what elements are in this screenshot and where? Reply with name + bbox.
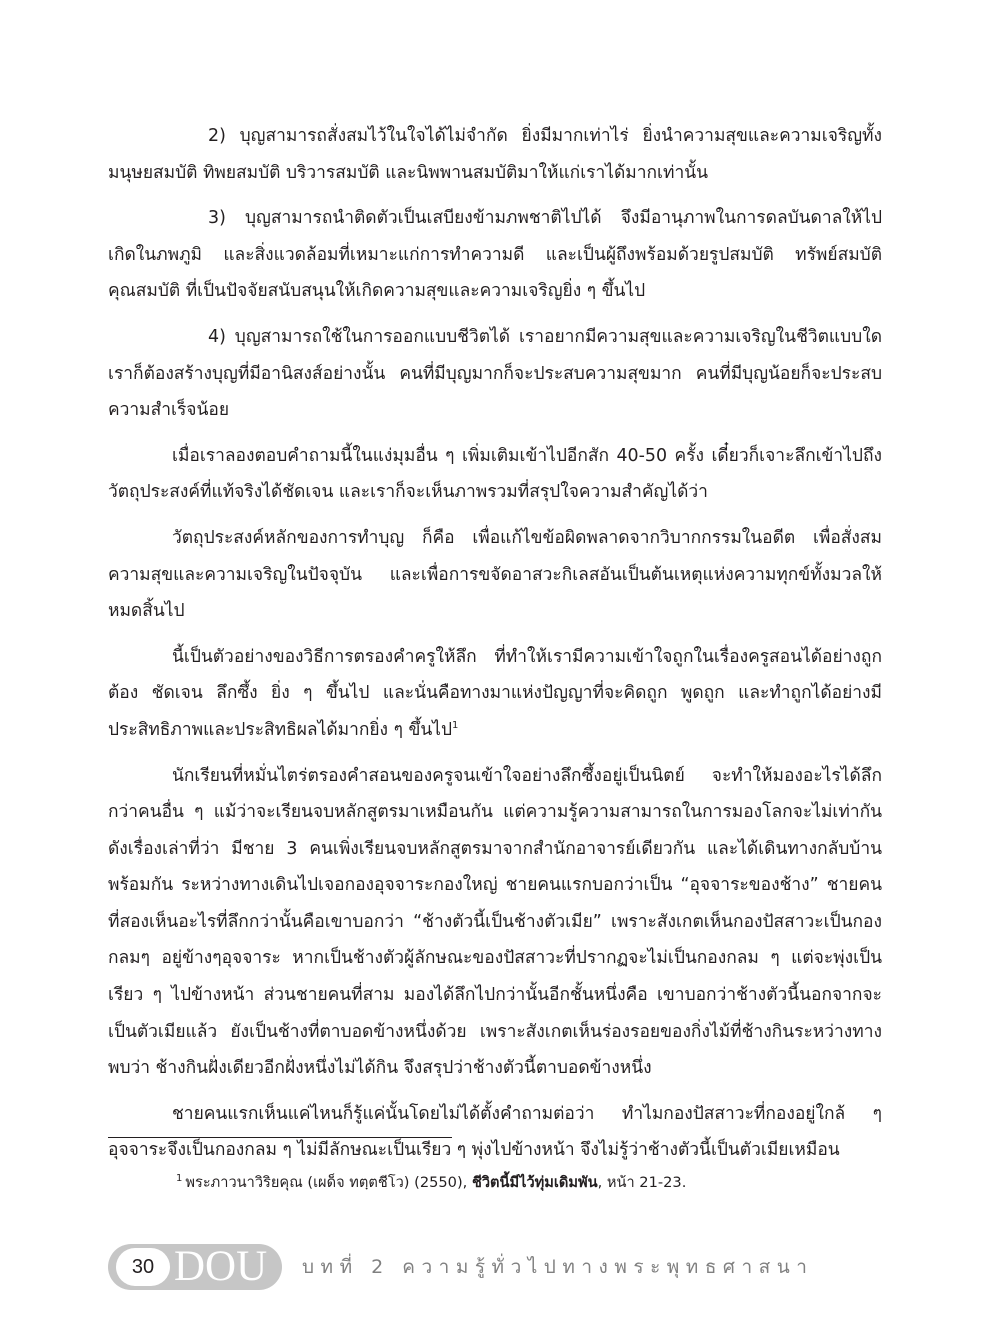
footnote — [176, 1172, 686, 1194]
footnote-number: 1 — [176, 1173, 183, 1185]
page-number: 30 — [116, 1248, 170, 1286]
paragraph-merit-point-3: 3) บุญสามารถนำติดตัวเป็นเสบียงข้ามภพชาติไปได้ จึงมีอานุภาพในการดลบันดาลให้ไปเกิดในภพภูมิ และสิ่งแวดล้อมที่เหมาะแก่การทำความดี และเป็นผู้ถึงพร้อมด้วยรูปสมบัติ ทรัพย์สมบัติ คุณสมบัติ ที่เป็นปัจจัยสนับสนุนให้เกิดความสุขและความเจริญยิ่ง ๆ ขึ้นไป — [108, 208, 882, 302]
footnote-pages: , หน้า 21-23. — [597, 1174, 687, 1191]
paragraph-first-man: ชายคนแรกเห็นแค่ไหนก็รู้แค่นั้นโดยไม่ได้ตั้งคำถามต่อว่า ทำไมกองปัสสาวะที่กองอยู่ใกล้ ๆ อุจจาระจึงเป็นกองกลม ๆ ไม่มีลักษณะเป็นเรียว ๆ พุ่งไปข้างหน้า จึงไม่รู้ว่าช้างตัวนี้เป็นตัวเมียเหมือน — [108, 1103, 882, 1161]
dou-logo: DOU — [174, 1243, 268, 1290]
chapter-title: บทที่ 2 ความรู้ทั่วไปทางพระพุทธศาสนา — [302, 1256, 814, 1278]
footnote-book-title: ชีวิตนี้มีไว้ทุ่มเดิมพัน — [471, 1174, 598, 1191]
paragraph-merit-point-2: 2) บุญสามารถสั่งสมไว้ในใจได้ไม่จำกัด ยิ่งมีมากเท่าไร่ ยิ่งนำความสุขและความเจริญทั้งมนุษยสมบัติ ทิพยสมบัติ บริวารสมบัติ และนิพพานสมบัติมาให้แก่เราได้มากเท่านั้น — [108, 126, 882, 183]
footnote-reference: 1 — [452, 720, 459, 732]
paragraph-elephant-story: นักเรียนที่หมั่นไตร่ตรองคำสอนของครูจนเข้าใจอย่างลึกซึ้งอยู่เป็นนิตย์ จะทำให้มองอะไรได้ลึกกว่าคนอื่น ๆ แม้ว่าจะเรียนจบหลักสูตรมาเหมือนกัน แต่ความรู้ความสามารถในการมองโลกจะไม่เท่ากัน ดังเรื่องเล่าที่ว่า มีชาย 3 คนเพิ่งเรียนจบหลักสูตรมาจากสำนักอาจารย์เดียวกัน และได้เดินทางกลับบ้านพร้อมกัน ระหว่างทางเดินไปเจอกองอุจจาระกองใหญ่ ชายคนแรกบอกว่าเป็น “อุจจาระของช้าง” ชายคนที่สองเห็นอะไรที่ลึกกว่านั้นคือเขาบอกว่า “ช้างตัวนี้เป็นช้างตัวเมีย” เพราะสังเกตเห็นกองปัสสาวะเป็นกองกลมๆ อยู่ข้างๆอุจจาระ หากเป็นช้างตัวผู้ลักษณะของปัสสาวะที่ปรากฏจะไม่เป็นกองกลม ๆ แต่จะพุ่งเป็นเรียว ๆ ไปข้างหน้า ส่วนชายคนที่สาม มองได้ลึกไปกว่านั้นอีกชั้นหนึ่งคือ เขาบอกว่าช้างตัวนี้นอกจากจะเป็นตัวเมียแล้ว ยังเป็นช้างที่ตาบอดข้างหนึ่งด้วย เพราะสังเกตเห็นร่องรอยของกิ่งไม้ที่ช้างกินระหว่างทางพบว่า ช้างกินฝั่งเดียวอีกฝั่งหนึ่งไม่ได้กิน จึงสรุปว่าช้างตัวนี้ตาบอดข้างหนึ่ง — [108, 765, 882, 1079]
footnote-divider — [108, 1137, 452, 1138]
paragraph-example-reflection: นี้เป็นตัวอย่างของวิธีการตรองคำครูให้ลึก ที่ทำให้เรามีความเข้าใจถูกในเรื่องครูสอนได้อย่างถูกต้อง ชัดเจน ลึกซึ้ง ยิ่ง ๆ ขึ้นไป และนั่นคือทางมาแห่งปัญญาที่จะคิดถูก พูดถูก และทำถูกได้อย่างมีประสิทธิภาพและประสิทธิผลได้มากยิ่ง ๆ ขึ้นไป$^1$ — [108, 646, 882, 740]
footnote-author: พระภาวนาวิริยคุณ (เผด็จ ทตฺตชีโว) (2550), — [185, 1174, 468, 1191]
paragraph-further-questions: เมื่อเราลองตอบคำถามนี้ในแง่มุมอื่น ๆ เพิ่มเติมเข้าไปอีกสัก 40-50 ครั้ง เดี๋ยวก็เจาะลึกเข้าไปถึงวัตถุประสงค์ที่แท้จริงได้ชัดเจน และเราก็จะเห็นภาพรวมที่สรุปใจความสำคัญได้ว่า — [108, 445, 882, 503]
paragraph-main-objective: วัตถุประสงค์หลักของการทำบุญ ก็คือ เพื่อแก้ไขข้อผิดพลาดจากวิบากกรรมในอดีต เพื่อสั่งสมความสุขและความเจริญในปัจจุบัน และเพื่อการขจัดอาสวะกิเลสอันเป็นต้นเหตุแห่งความทุกข์ทั้งมวลให้หมดสิ้นไป — [108, 527, 882, 622]
body-text — [108, 118, 882, 1178]
paragraph-merit-point-4: 4) บุญสามารถใช้ในการออกแบบชีวิตได้ เราอยากมีความสุขและความเจริญในชีวิตแบบใด เราก็ต้องสร้างบุญที่มีอานิสงส์อย่างนั้น คนที่มีบุญมากก็จะประสบความสุขมาก คนที่มีบุญน้อยก็จะประสบความสำเร็จน้อย — [108, 326, 882, 421]
